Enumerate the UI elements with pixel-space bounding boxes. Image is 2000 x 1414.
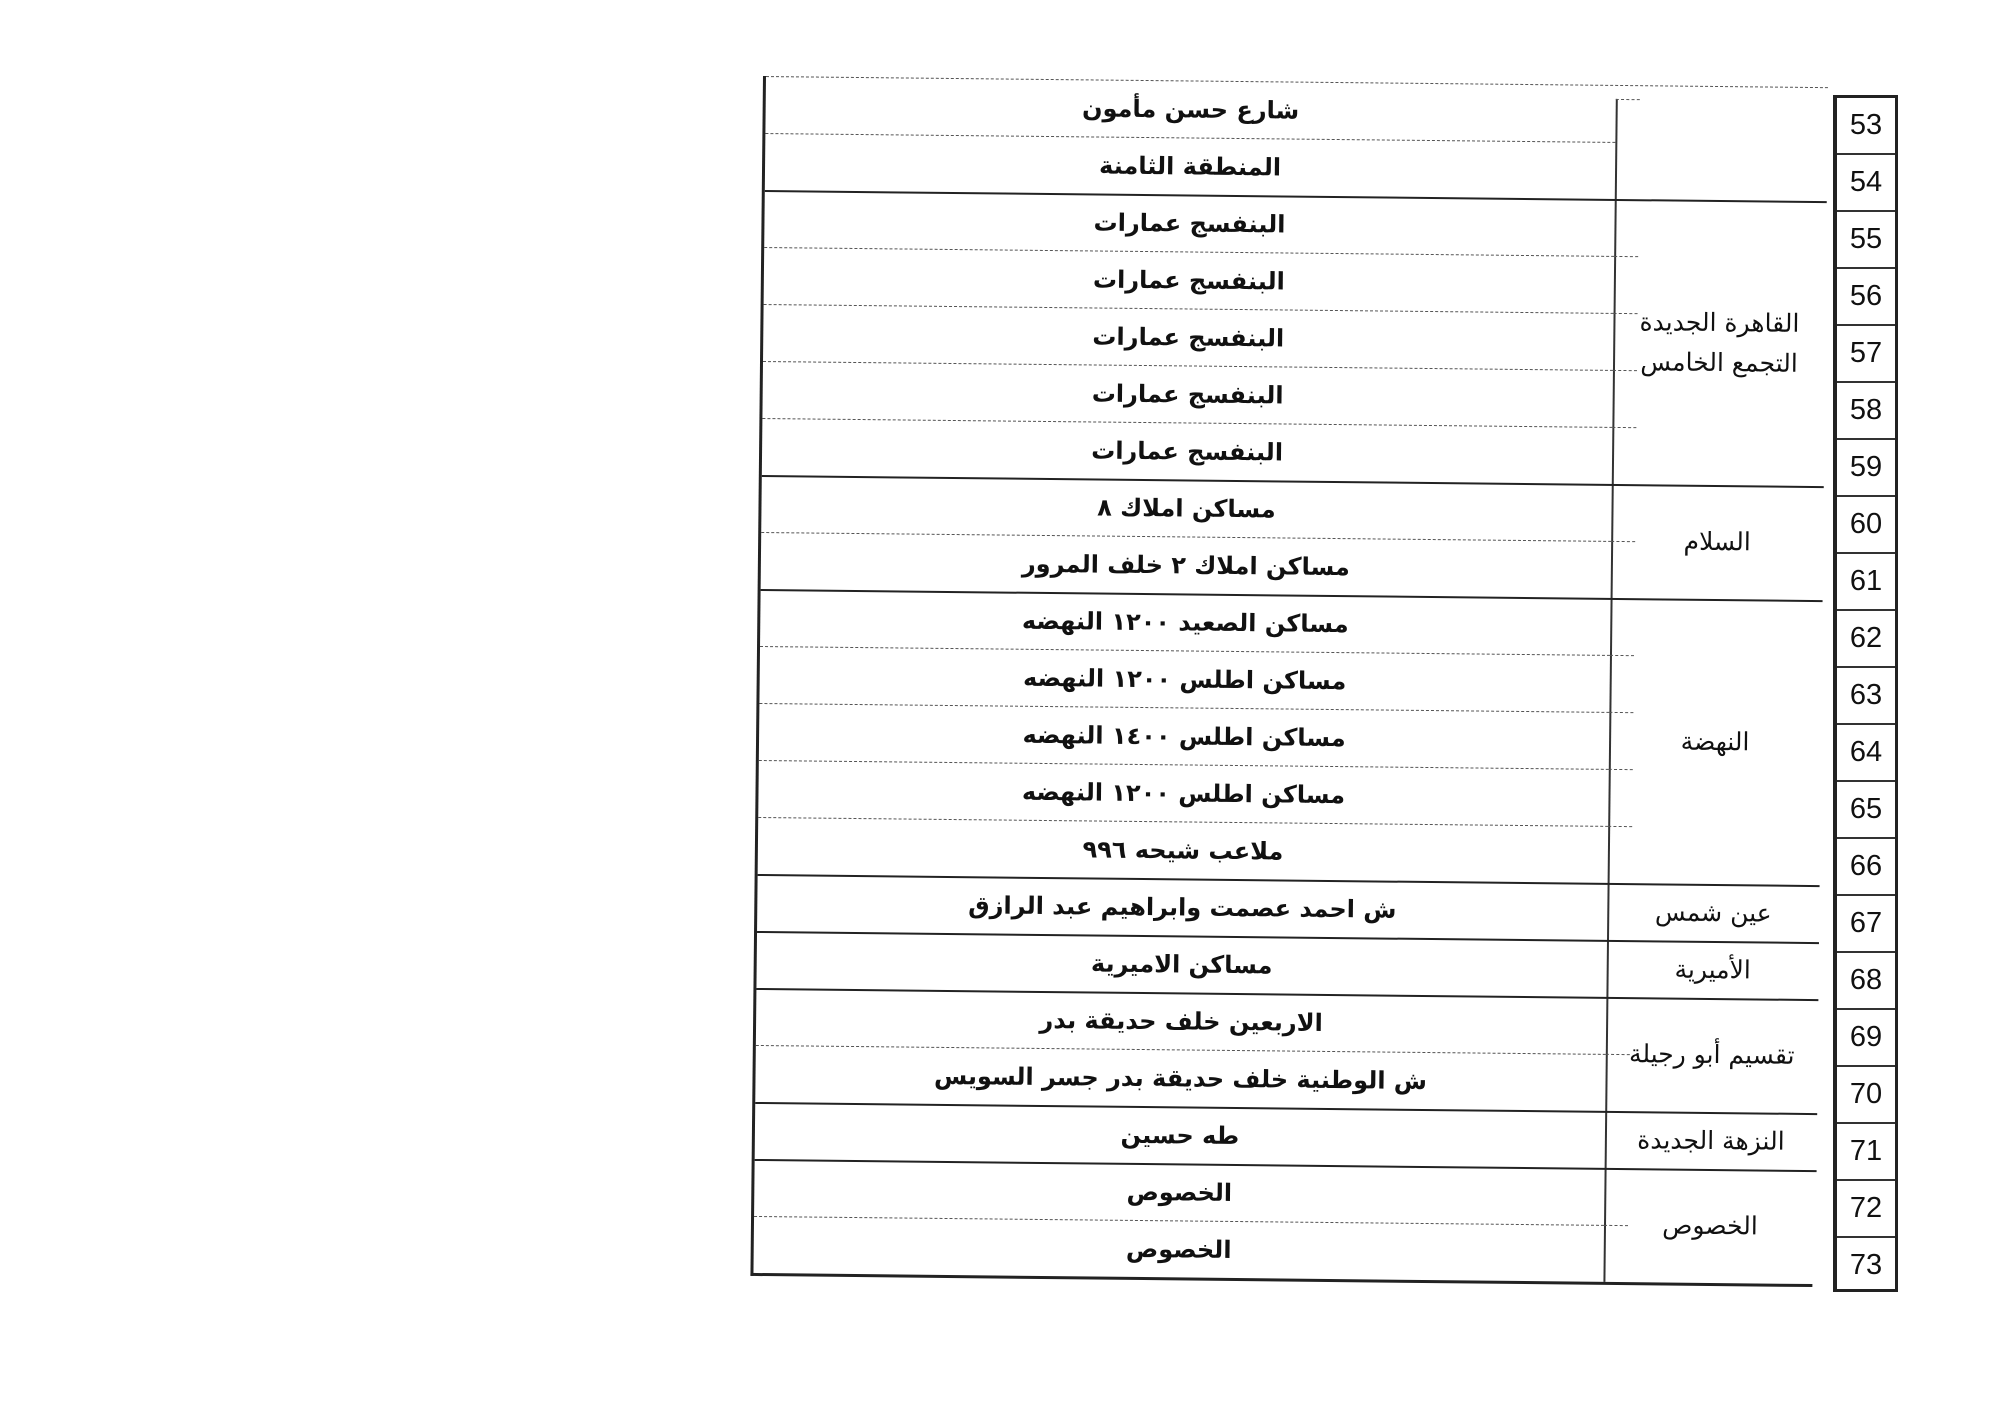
- district-cell: [1605, 997, 1818, 1113]
- district-line: النزهة الجديدة: [1637, 1124, 1785, 1156]
- district-line: عين شمس: [1654, 896, 1772, 928]
- row-number: 65: [1837, 782, 1895, 839]
- address-cell: الخصوص: [1125, 1234, 1232, 1264]
- row-number: 68: [1837, 953, 1895, 1010]
- address-cell: البنفسج عمارات: [1091, 435, 1284, 466]
- address-cell: البنفسج عمارات: [1092, 264, 1285, 295]
- address-cell: البنفسج عمارات: [1091, 378, 1284, 409]
- district-line: النهضة: [1680, 726, 1750, 756]
- address-cell: ش الوطنية خلف حديقة بدر جسر السويس: [933, 1061, 1428, 1095]
- row-number: 56: [1837, 269, 1895, 326]
- district-line: الأميرية: [1674, 954, 1752, 984]
- district-line: تقسيم أبو رجيلة: [1628, 1039, 1795, 1070]
- row-number: 71: [1837, 1124, 1895, 1181]
- address-cell: المنطقة الثامنة: [1098, 151, 1282, 181]
- row-number: 66: [1837, 839, 1895, 896]
- row-number: 62: [1837, 611, 1895, 668]
- row-number: 64: [1837, 725, 1895, 782]
- row-number: 60: [1837, 497, 1895, 554]
- address-cell: مساكن اطلس ١٢٠٠ النهضه: [1022, 663, 1347, 695]
- row-number: 58: [1837, 383, 1895, 440]
- address-cell: مساكن املاك ٢ خلف المرور: [1021, 549, 1351, 581]
- address-cell: الاربعين خلف حديقة بدر: [1039, 1005, 1323, 1037]
- address-cell: طه حسين: [1120, 1120, 1240, 1150]
- row-number: 69: [1837, 1010, 1895, 1067]
- row-number: 55: [1837, 212, 1895, 269]
- address-cell: مساكن الصعيد ١٢٠٠ النهضه: [1021, 606, 1349, 638]
- district-cell: [1608, 598, 1823, 885]
- address-cell: ش احمد عصمت وابراهيم عبد الرازق: [968, 890, 1397, 924]
- address-cell: مساكن املاك ٨: [1097, 493, 1276, 523]
- row-number: 57: [1837, 326, 1895, 383]
- row-number: 70: [1837, 1067, 1895, 1124]
- address-cell: شارع حسن مأمون: [1081, 93, 1300, 125]
- district-cell: [1611, 484, 1824, 600]
- district-cell: [1603, 1168, 1816, 1284]
- row-number: 53: [1837, 98, 1895, 155]
- district-line: القاهرة الجديدة: [1639, 306, 1800, 338]
- addresses-table: [750, 76, 1825, 1287]
- district-tick: [1616, 99, 1640, 100]
- district-cell: [1607, 883, 1820, 942]
- address-cell: الخصوص: [1126, 1177, 1233, 1207]
- row-number: 72: [1837, 1181, 1895, 1238]
- address-cell: مساكن الاميرية: [1090, 948, 1273, 979]
- district-cell: [1606, 940, 1819, 999]
- address-cell: البنفسج عمارات: [1093, 207, 1286, 238]
- district-cell: [1605, 1111, 1818, 1170]
- address-cell: ملاعب شيحه ٩٩٦: [1082, 834, 1284, 865]
- row-number: 61: [1837, 554, 1895, 611]
- row-number-column: [1833, 95, 1898, 1292]
- district-line: التجمع الخامس: [1640, 346, 1798, 378]
- row-number: 63: [1837, 668, 1895, 725]
- address-cell: مساكن اطلس ١٤٠٠ النهضه: [1022, 720, 1346, 752]
- district-line: السلام: [1683, 526, 1751, 557]
- district-line: الخصوص: [1662, 1210, 1758, 1241]
- address-cell: مساكن اطلس ١٢٠٠ النهضه: [1021, 777, 1346, 809]
- address-cell: البنفسج عمارات: [1092, 321, 1285, 352]
- row-number: 59: [1837, 440, 1895, 497]
- row-number: 67: [1837, 896, 1895, 953]
- row-number: 73: [1849, 1248, 1883, 1281]
- district-cell: [1612, 199, 1827, 486]
- row-number: 54: [1837, 155, 1895, 212]
